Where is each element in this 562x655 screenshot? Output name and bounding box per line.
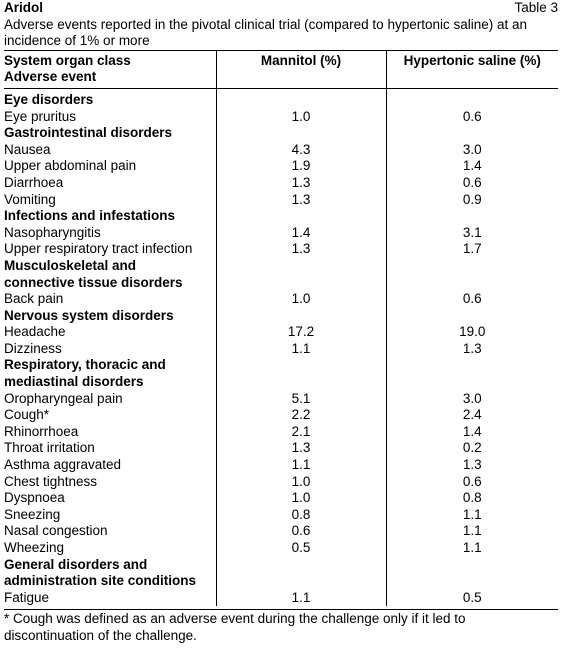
event-label: Cough*: [4, 407, 50, 423]
mannitol-value: 0.8: [216, 507, 386, 524]
saline-value: [386, 125, 558, 142]
mannitol-value: 1.9: [216, 158, 386, 175]
table-row: [4, 391, 558, 408]
saline-value: 3.0: [386, 391, 558, 408]
saline-value: [386, 557, 558, 574]
event-label: Eye pruritus: [4, 108, 77, 124]
saline-value: [386, 258, 558, 275]
event-label: Dizziness: [4, 340, 62, 356]
saline-value: 1.1: [386, 540, 558, 557]
table-row: [4, 457, 558, 474]
category-label: connective tissue disorders: [4, 274, 183, 290]
mannitol-value: [216, 208, 386, 225]
mannitol-value: 1.3: [216, 440, 386, 457]
category-label: Respiratory, thoracic and: [4, 357, 166, 373]
mannitol-value: [216, 357, 386, 374]
mannitol-value: [216, 557, 386, 574]
event-label: Oropharyngeal pain: [4, 390, 123, 406]
table-header: [4, 0, 558, 17]
category-row: [4, 573, 558, 590]
table-row: [4, 291, 558, 308]
category-row: [4, 275, 558, 292]
table-row: [4, 540, 558, 557]
category-label: General disorders and: [4, 556, 148, 572]
saline-value: 1.3: [386, 341, 558, 358]
mannitol-value: 1.1: [216, 590, 386, 607]
category-label: administration site conditions: [4, 573, 197, 589]
event-label: Sneezing: [4, 506, 61, 522]
saline-value: 0.2: [386, 440, 558, 457]
table-row: [4, 474, 558, 491]
table-row: [4, 440, 558, 457]
table-row: [4, 507, 558, 524]
saline-value: [386, 357, 558, 374]
event-label: Chest tightness: [4, 473, 98, 489]
saline-value: 0.6: [386, 474, 558, 491]
table-row: [4, 109, 558, 126]
event-label: Rhinorrhoea: [4, 423, 79, 439]
category-row: [4, 557, 558, 574]
mannitol-value: 5.1: [216, 391, 386, 408]
event-label: Vomiting: [4, 191, 56, 207]
mannitol-value: 0.5: [216, 540, 386, 557]
bottom-rule: [4, 609, 558, 610]
table-number: Table 3: [514, 0, 558, 15]
saline-value: 0.8: [386, 490, 558, 507]
column-header-class-line2: Adverse event: [4, 69, 97, 85]
mannitol-value: 2.1: [216, 424, 386, 441]
mannitol-value: 1.0: [216, 291, 386, 308]
column-header-row: [4, 51, 558, 89]
table-row: [4, 590, 558, 607]
table-row: [4, 142, 558, 159]
table-row: [4, 407, 558, 424]
table-row: [4, 241, 558, 258]
column-header-class-line1: System organ class: [4, 52, 131, 68]
category-row: [4, 308, 558, 325]
event-label: Diarrhoea: [4, 174, 64, 190]
mannitol-value: 1.3: [216, 241, 386, 258]
saline-value: 0.6: [386, 291, 558, 308]
table-row: [4, 175, 558, 192]
table-row: [4, 192, 558, 209]
column-header-saline: Hypertonic saline (%): [386, 51, 558, 89]
saline-value: 3.1: [386, 225, 558, 242]
mannitol-value: [216, 374, 386, 391]
saline-value: 1.1: [386, 507, 558, 524]
category-label: Musculoskeletal and: [4, 257, 137, 273]
category-row: [4, 88, 558, 108]
saline-value: 0.9: [386, 192, 558, 209]
saline-value: 1.3: [386, 457, 558, 474]
saline-value: [386, 374, 558, 391]
event-label: Throat irritation: [4, 440, 95, 456]
mannitol-value: 17.2: [216, 324, 386, 341]
mannitol-value: [216, 125, 386, 142]
event-label: Upper abdominal pain: [4, 158, 137, 174]
drug-name: Aridol: [4, 0, 43, 15]
footnote: * Cough was defined as an adverse event during the challenge only if it led to discontinuation of the challenge.: [4, 611, 466, 643]
event-label: Nasal congestion: [4, 523, 108, 539]
saline-value: 0.6: [386, 109, 558, 126]
mannitol-value: 2.2: [216, 407, 386, 424]
table-row: [4, 424, 558, 441]
table-row: [4, 523, 558, 540]
table-row: [4, 490, 558, 507]
mannitol-value: [216, 275, 386, 292]
event-label: Asthma aggravated: [4, 457, 122, 473]
saline-value: 0.6: [386, 175, 558, 192]
category-label: mediastinal disorders: [4, 374, 144, 390]
table-row: [4, 341, 558, 358]
category-label: Nervous system disorders: [4, 307, 174, 323]
saline-value: 2.4: [386, 407, 558, 424]
table-row: [4, 158, 558, 175]
saline-value: [386, 573, 558, 590]
mannitol-value: 1.0: [216, 490, 386, 507]
category-row: [4, 258, 558, 275]
saline-value: [386, 308, 558, 325]
saline-value: [386, 208, 558, 225]
category-row: [4, 208, 558, 225]
event-label: Fatigue: [4, 589, 50, 605]
event-label: Wheezing: [4, 540, 65, 555]
column-header-mannitol: Mannitol (%): [216, 51, 386, 89]
table-caption: Adverse events reported in the pivotal clinical trial (compared to hypertonic saline) at an incidence of 1% or more: [4, 16, 528, 49]
table-body: [4, 88, 558, 606]
category-label: Infections and infestations: [4, 208, 176, 224]
mannitol-value: [216, 88, 386, 108]
mannitol-value: 1.1: [216, 457, 386, 474]
event-label: Nasopharyngitis: [4, 224, 101, 240]
category-label: Eye disorders: [4, 91, 94, 107]
category-row: [4, 357, 558, 374]
event-label: Back pain: [4, 291, 64, 307]
mannitol-value: [216, 258, 386, 275]
mannitol-value: 1.3: [216, 192, 386, 209]
table-row: [4, 225, 558, 242]
table-row: [4, 324, 558, 341]
mannitol-value: 1.1: [216, 341, 386, 358]
category-row: [4, 125, 558, 142]
mannitol-value: 4.3: [216, 142, 386, 159]
mannitol-value: [216, 573, 386, 590]
saline-value: 19.0: [386, 324, 558, 341]
saline-value: [386, 275, 558, 292]
saline-value: [386, 88, 558, 108]
event-label: Dyspnoea: [4, 490, 65, 506]
saline-value: 1.1: [386, 523, 558, 540]
event-label: Upper respiratory tract infection: [4, 241, 193, 257]
category-row: [4, 374, 558, 391]
event-label: Nausea: [4, 141, 51, 157]
adverse-events-table: [4, 51, 558, 607]
saline-value: 1.4: [386, 158, 558, 175]
saline-value: 1.4: [386, 424, 558, 441]
mannitol-value: 1.4: [216, 225, 386, 242]
event-label: Headache: [4, 324, 66, 340]
saline-value: 1.7: [386, 241, 558, 258]
column-header-class: [4, 51, 216, 89]
category-label: Gastrointestinal disorders: [4, 125, 173, 141]
mannitol-value: 0.6: [216, 523, 386, 540]
mannitol-value: 1.3: [216, 175, 386, 192]
mannitol-value: 1.0: [216, 109, 386, 126]
mannitol-value: [216, 308, 386, 325]
saline-value: 0.5: [386, 590, 558, 607]
saline-value: 3.0: [386, 142, 558, 159]
mannitol-value: 1.0: [216, 474, 386, 491]
